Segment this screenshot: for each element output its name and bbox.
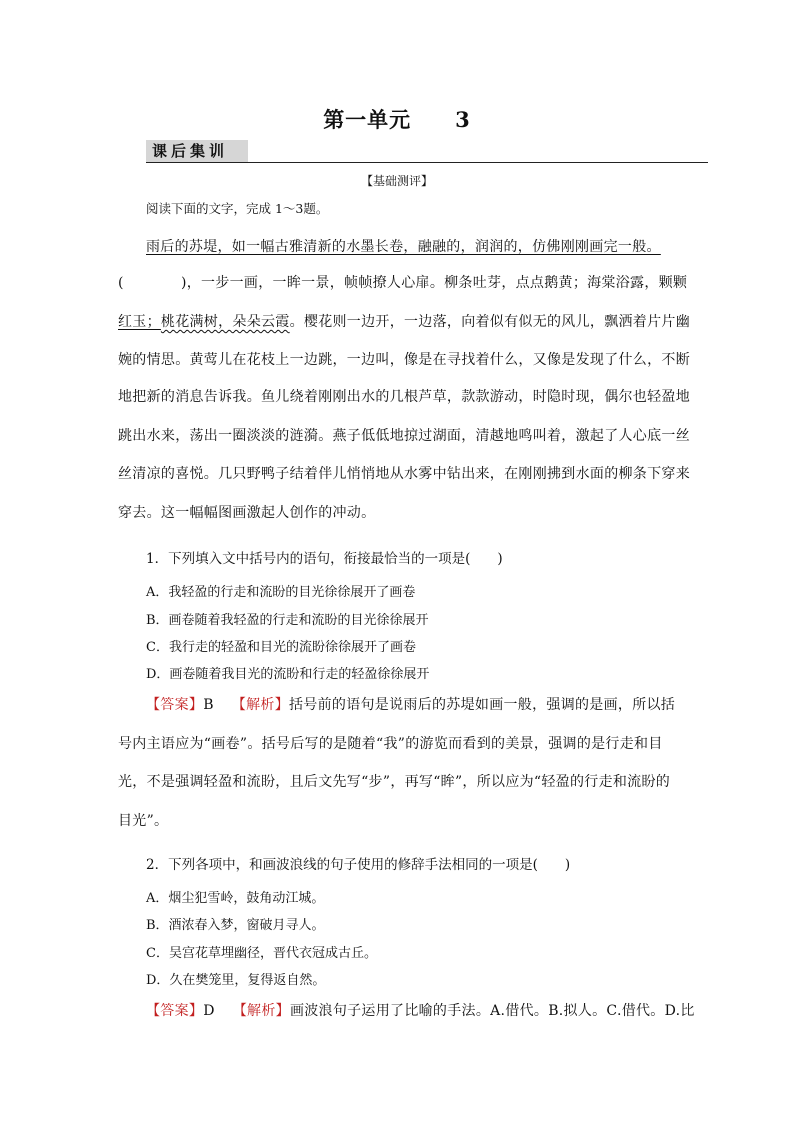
analysis-label: 【解析】 (231, 697, 289, 713)
passage-underlined-sentence: 雨后的苏堤，如一幅古雅清新的水墨长卷，融融的，润润的，仿佛刚刚画完一般。 (146, 239, 661, 255)
passage-line-6: 跳出水来，荡出一圈淡淡的涟漪。燕子低低地掠过湖面，清越地鸣叫着，激起了人心底一丝 (118, 428, 690, 444)
passage-line-8: 穿去。这一幅幅图画激起人创作的冲动。 (118, 505, 376, 521)
question-1-option-c: C．我行走的轻盈和目光的流盼徐徐展开了画卷 (146, 640, 416, 655)
passage-line-1 (146, 236, 661, 256)
question-1-answer-line (146, 694, 675, 714)
answer-label: 【答案】 (146, 697, 204, 713)
question-1-stem: 1．下列填入文中括号内的语句，衔接最恰当的一项是( ) (146, 551, 503, 567)
question-1-option-a: A．我轻盈的行走和流盼的目光徐徐展开了画卷 (146, 585, 416, 600)
passage-underlined-1: 红玉； (118, 314, 161, 330)
question-1-analysis-3: 光，不是强调轻盈和流盼，且后文先写“步”，再写“眸”，所以应为“轻盈的行走和流盼的 (118, 774, 671, 790)
question-1-option-d: D．画卷随着我目光的流盼和行走的轻盈徐徐展开 (146, 667, 430, 682)
answer-value: D (203, 1003, 215, 1019)
analysis-text: 画波浪句子运用了比喻的手法。A.借代。B.拟人。C.借代。D.比 (289, 1003, 695, 1019)
passage-line-3 (118, 311, 690, 331)
passage-text-3: 。樱花则一边开，一边落，向着似有似无的风儿，飘洒着片片幽 (289, 314, 691, 330)
analysis-label: 【解析】 (232, 1003, 290, 1019)
section-banner: 课后集训 (146, 140, 248, 162)
passage-line-7: 丝清凉的喜悦。几只野鸭子结着伴儿悄悄地从水雾中钻出来，在刚刚拂到水面的柳条下穿来 (118, 466, 690, 482)
passage-line-4: 婉的情思。黄莺儿在花枝上一边跳，一边叫，像是在寻找着什么，又像是发现了什么，不断 (118, 352, 690, 368)
passage-line-2: ( )，一步一画，一眸一景，帧帧撩人心扉。柳条吐芽，点点鹅黄；海棠浴露，颗颗 (118, 275, 688, 291)
header-rule (146, 162, 708, 163)
question-2-answer-line (146, 1000, 695, 1020)
passage-wavy-sentence: 桃花满树，朵朵云霞 (160, 314, 290, 330)
question-1-analysis-2: 号内主语应为“画卷”。括号后写的是随着“我”的游览而看到的美景，强调的是行走和目 (118, 736, 663, 752)
question-1-option-b: B．画卷随着我轻盈的行走和流盼的目光徐徐展开 (146, 613, 429, 628)
page-title: 第一单元 3 (323, 107, 471, 132)
section-heading: 【基础测评】 (360, 174, 433, 188)
question-2-option-d: D．久在樊笼里，复得返自然。 (146, 973, 326, 988)
answer-label: 【答案】 (146, 1003, 204, 1019)
question-2-option-c: C．吴宫花草埋幽径，晋代衣冠成古丘。 (146, 946, 377, 961)
answer-value: B (203, 697, 214, 713)
question-1-analysis-4: 目光”。 (118, 813, 169, 829)
instructions: 阅读下面的文字，完成 1～3题。 (146, 201, 329, 216)
question-2-option-a: A．烟尘犯雪岭，鼓角动江城。 (146, 891, 325, 906)
question-2-option-b: B．酒浓春入梦，窗破月寻人。 (146, 918, 325, 933)
question-2-stem: 2．下列各项中，和画波浪线的句子使用的修辞手法相同的一项是( ) (146, 857, 571, 873)
passage-line-5: 地把新的消息告诉我。鱼儿绕着刚刚出水的几根芦草，款款游动，时隐时现，偶尔也轻盈地 (118, 389, 690, 405)
analysis-text: 括号前的语句是说雨后的苏堤如画一般，强调的是画，所以括 (289, 697, 676, 713)
